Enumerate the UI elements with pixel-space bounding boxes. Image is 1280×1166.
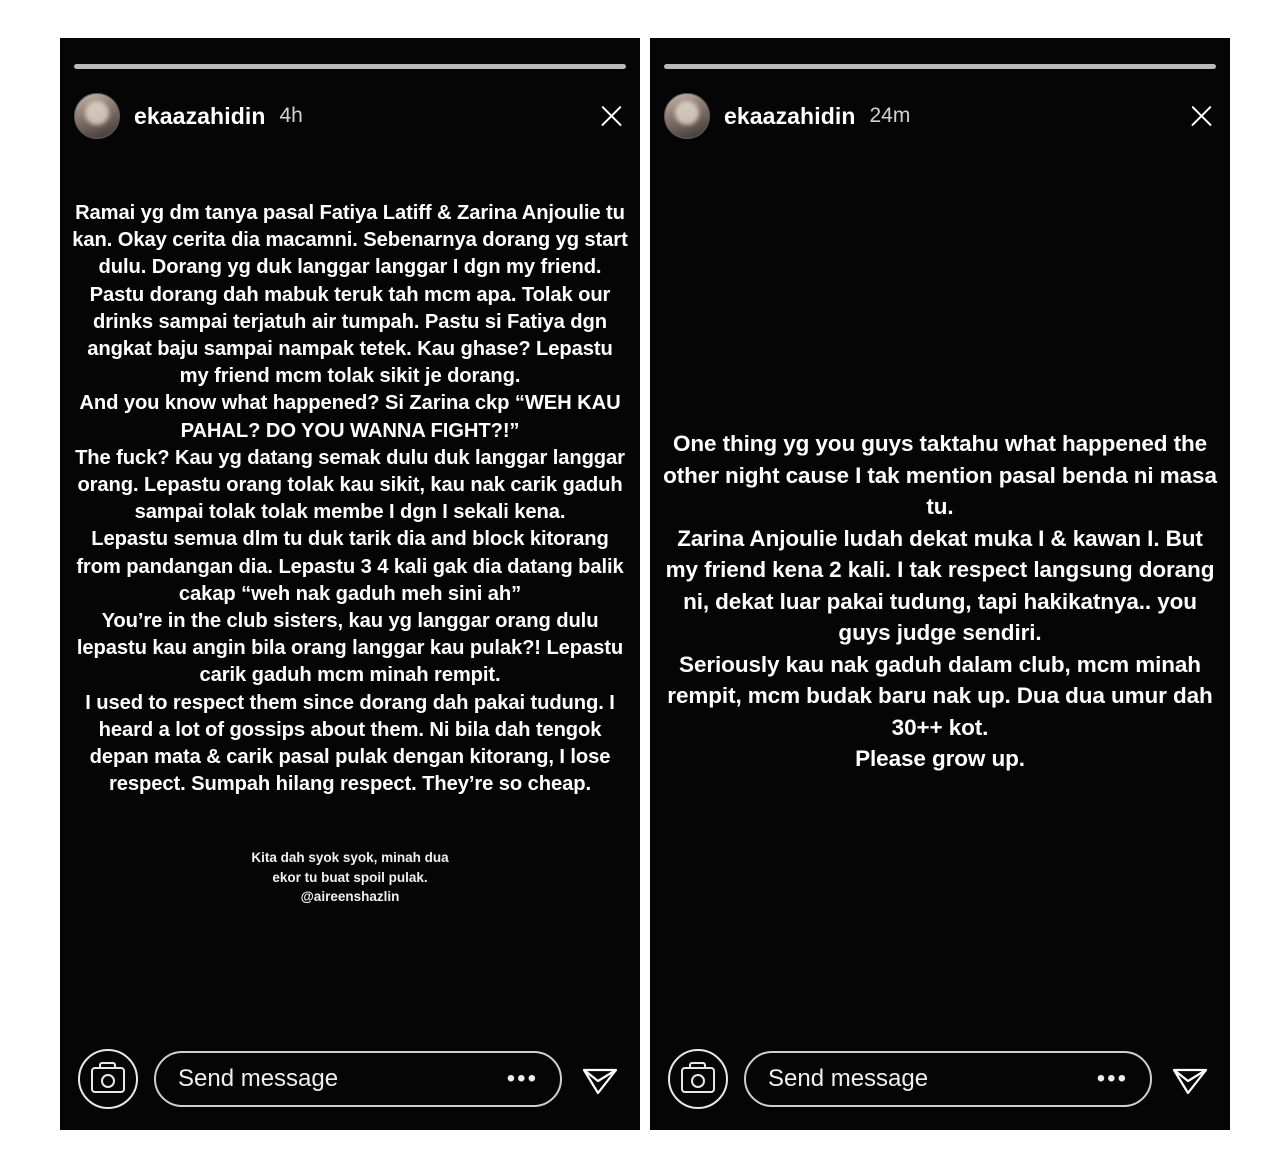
story-header [74,90,626,142]
story-text-body [662,428,1218,775]
story-footer [78,1050,622,1108]
more-options-icon[interactable]: ••• [506,1065,538,1092]
send-message-placeholder: Send message [178,1065,339,1092]
story-paragraph: Seriously kau nak gaduh dalam club, mcm minah rempit, mcm budak baru nak up. Dua dua umur dah 30++ kot. [667,651,1213,740]
caption-line: Kita dah syok syok, minah dua [251,850,449,865]
send-icon[interactable] [1168,1057,1212,1101]
more-options-icon[interactable]: ••• [1096,1065,1128,1092]
story-progress-bar [664,64,1216,69]
story-paragraph: Zarina Anjoulie ludah dekat muka I & kawan I. But my friend kena 2 kali. I tak respect langsung dorang ni, dekat luar pakai tudung, tapi hakikatnya.. you guys judge sendiri. [665,525,1215,645]
send-message-placeholder: Send message [768,1065,929,1092]
progress-segment [664,64,1216,69]
story-footer [668,1050,1212,1108]
progress-segment [74,64,626,69]
close-icon[interactable] [596,101,626,131]
caption-line: ekor tu buat spoil pulak. [272,869,428,885]
story-paragraph: I used to respect them since dorang dah pakai tudung. I heard a lot of gossips about them. Ni bila dah tengok depan mata & carik pasal pulak dengan kitorang, I lose respect. Sumpah hilang respect. They’re so cheap. [85,691,615,796]
avatar[interactable] [664,93,710,139]
story-paragraph: One thing yg you guys taktahu what happened the other night cause I tak mention pasal benda ni masa tu. [663,431,1217,519]
story-paragraph: Please grow up. [855,746,1025,771]
timestamp-label: 4h [279,104,303,127]
username-label[interactable]: ekaazahidin [134,102,266,129]
send-icon[interactable] [578,1057,622,1101]
send-message-input[interactable] [154,1051,562,1107]
story-header [664,90,1216,142]
timestamp-label: 24m [869,104,911,127]
camera-icon[interactable] [78,1049,138,1109]
instagram-story-left[interactable] [60,38,640,1130]
close-icon[interactable] [1186,101,1216,131]
story-progress-bar [74,64,626,69]
story-paragraph: Lepastu semua dlm tu duk tarik dia and block kitorang from pandangan dia. Lepastu 3 4 kali gak dia datang balik cakap “weh nak gaduh meh sini ah” [76,528,624,605]
send-message-input[interactable] [744,1051,1152,1107]
story-paragraph: And you know what happened? Si Zarina ckp “WEH KAU PAHAL? DO YOU WANNA FIGHT?!” [79,392,621,442]
camera-icon[interactable] [668,1049,728,1109]
username-label[interactable]: ekaazahidin [724,102,856,129]
story-paragraph: You’re in the club sisters, kau yg langgar orang dulu lepastu kau angin bila orang langgar kau pulak?! Lepastu carik gaduh mcm minah rempit. [76,610,624,687]
story-caption [60,848,640,907]
story-text-body [72,200,628,798]
instagram-story-right[interactable] [650,38,1230,1130]
caption-mention[interactable]: @aireenshazlin [300,889,400,904]
story-paragraph: The fuck? Kau yg datang semak dulu duk langgar langgar orang. Lepastu orang tolak kau sikit, kau nak carik gaduh sampai tolak tolak membe I dgn I sekali kena. [75,446,625,524]
avatar[interactable] [74,93,120,139]
story-paragraph: Ramai yg dm tanya pasal Fatiya Latiff & Zarina Anjoulie tu kan. Okay cerita dia macamni. Sebenarnya dorang yg start dulu. Dorang yg duk langgar langgar I dgn my friend. Pastu dorang dah mabuk teruk tah mcm apa. Tolak our drinks sampai terjatuh air tumpah. Pastu si Fatiya dgn angkat baju sampai nampak tetek. Kau ghase? Lepastu my friend mcm tolak sikit je dorang. [72,202,628,388]
